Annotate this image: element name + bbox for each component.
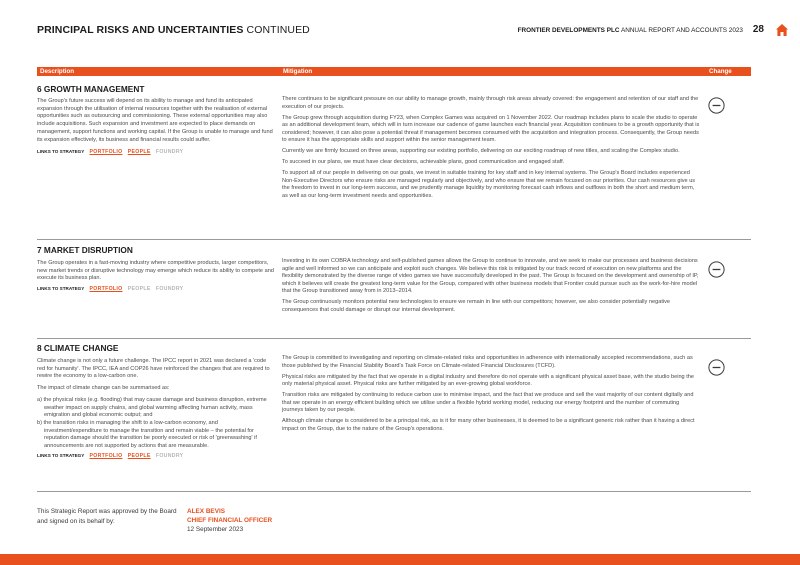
signatory [187, 507, 272, 534]
risk-description: Climate change is not only a future challenge. The IPCC report in 2021 was declared a 'code red for humanity'. The IPCC, IEA and COP26 have reinforced the changes that are required to rewire the economy to a low-carbon one. The impact of climate change can be summarised as: a) the physical risks (e.g. flooding) that may cause damage and business disruption, extreme weather impact on supply chains, and global warming affecting human activity, mass emigration and global economic output; and b) the transition risks in managing the shift to a low-carbon economy, and investment/expenditure to manage the transition and remain viable – the potential for reputation damage should the transition be poorly executed or risk of 'greenwashing' if announcements are not supported by actions that are measurable. LINKS TO STRATEGY PORTFOLIO PEOPLE FOUNDRY [37, 358, 274, 460]
tag-people[interactable]: PEOPLE [127, 149, 151, 156]
risk-description: The Group operates in a fast-moving industry where competitive products, larger competitors, new market trends or disruptive technology may emerge which reduce its ability to compete and execute its business plan. LINKS TO STRATEGY PORTFOLIO PEOPLE FOUNDRY [37, 260, 274, 293]
no-change-icon [708, 261, 725, 278]
risk-mitigation: There continues to be significant pressure on our ability to manage growth, mainly through risk areas already covered: the engagement and retention of our staff and the execution of our projects. The Group grew through acquisition during FY23, when Complex Games was acquired on 1 November 2022. Our roadmap includes plans to scale the studio to operate as an additional development team, which will in turn increase our cadence of game launches each financial year. Acquisition continues to be a growth opportunity that is considered; however, it can also pose a potential threat if management becomes consumed with the acquisition and integration process. Consequently, the Group needs to ensure it has the appropriate skills and support within the senior management team. Currently we are firmly focused on three areas, supporting our existing portfolio, delivering on our exciting roadmap of new titles, and scaling the Complex studio. To succeed in our plans, we must have clear decisions, achievable plans, good communication and engaged staff. To support all of our people in delivering on our goals, we invest in suitable training for key staff and in key internal systems. The Group's Board includes experienced Non-Executive Directors who ensure risks are managed regularly and objectively, and who ensure that we remain focused on our priorities. Our cash resources give us the freedom to invest in our long-term success, and we prudently manage liquidity by monitoring forecast cash inflows and outflows in both the short and medium term, as well as our long-term investment needs and opportunities. [282, 96, 700, 199]
tag-foundry: FOUNDRY [155, 149, 184, 156]
no-change-icon [708, 359, 725, 376]
tag-portfolio[interactable]: PORTFOLIO [89, 286, 123, 293]
signing-date: 12 September 2023 [187, 526, 244, 534]
column-mitigation: Mitigation [283, 68, 313, 75]
row-divider [37, 239, 751, 240]
row-divider [37, 338, 751, 339]
tag-people[interactable]: PEOPLE [127, 452, 151, 459]
page-title: PRINCIPAL RISKS AND UNCERTAINTIES CONTINUED [37, 24, 310, 36]
risk-title: 7 MARKET DISRUPTION [37, 245, 133, 255]
page-number: 28 [752, 24, 764, 35]
home-icon[interactable] [775, 23, 789, 37]
links-to-strategy: LINKS TO STRATEGY PORTFOLIO PEOPLE FOUNDRY [37, 286, 184, 293]
links-to-strategy: LINKS TO STRATEGY PORTFOLIO PEOPLE FOUNDRY [37, 149, 184, 156]
page-header [37, 24, 789, 38]
column-header-bar [37, 67, 751, 76]
tag-foundry: FOUNDRY [155, 452, 184, 459]
links-to-strategy: LINKS TO STRATEGY PORTFOLIO PEOPLE FOUNDRY [37, 452, 184, 459]
signatory-name: ALEX BEVIS [187, 508, 225, 515]
risk-description: The Group's future success will depend on its ability to manage and fund its anticipated expansion through the utilisation of internal resources together with the realisation of external opportunities such as outsourcing and commissioning. These external opportunities may also include acquisitions. Such expansion and investment are expected to place demands on management, support functions and working capital. If the Group is unable to manage and fund its expansion effectively, its business and financial results could suffer. LINKS TO STRATEGY PORTFOLIO PEOPLE FOUNDRY [37, 98, 273, 156]
no-change-icon [708, 97, 725, 114]
risk-title: 8 CLIMATE CHANGE [37, 343, 119, 353]
risk-title: 6 GROWTH MANAGEMENT [37, 84, 145, 94]
risk-market-disruption [37, 245, 751, 341]
column-description: Description [40, 68, 75, 75]
risk-mitigation: Investing in its own COBRA technology and self-published games allows the Group to continue to innovate, and we seek to make our processes and business decisions agile and well informed so we can anticipate and exploit such changes. We believe this risk is mitigated by our track record of execution on new platforms and the flexibility demonstrated by the diverse range of video games we have successfully developed in the past. The Group is focused on the development and ownership of IP, which it believes will create the greatest long-term value for the Group, compared with other business models that Frontier could pursue such as the work-for-hire model that the Group transitioned away from in 2013–2014. The Group continuously monitors potential new technologies to ensure we remain in line with our competitors; however, we also consider potentially negative consequences that could damage or disrupt our internal development. [282, 258, 699, 313]
tag-people: PEOPLE [127, 286, 151, 293]
risk-mitigation: The Group is committed to investigating and reporting on climate-related risks and opportunities in adherence with internationally accepted recommendations, such as those published by the Financial Stability Board's Task Force on Climate-related Financial Disclosures (TCFD). Physical risks are mitigated by the fact that we operate in a digital industry and therefore do not operate with a significant physical asset base, with the studio being the only material physical asset. Physical risks are further mitigated by an ever-growing global workforce. Transition risks are mitigated by continuing to reduce carbon use to minimise impact, and the fact that we produce and sell the vast majority of our content digitally and that we operate in an energy efficient building which we utilise under a flexible hybrid working model, reducing our energy footprint and the number of commuting journeys taken by our people. Although climate change is considered to be a principal risk, as is it for many other businesses, it is deemed to be a significant generic risk rather than it having a direct impact on the Group, due to the nature of the Group's operations. [282, 355, 695, 432]
signatory-role: CHIEF FINANCIAL OFFICER [187, 517, 273, 525]
row-divider [37, 491, 751, 492]
risk-climate-change [37, 343, 751, 493]
risk-growth-management [37, 84, 751, 244]
tag-foundry: FOUNDRY [155, 286, 184, 293]
footer-bar [0, 554, 800, 565]
report-name: FRONTIER DEVELOPMENTS PLC ANNUAL REPORT AND ACCOUNTS 2023 [517, 27, 743, 34]
approval-statement: This Strategic Report was approved by the Board and signed on its behalf by: [37, 508, 177, 525]
column-change: Change [709, 68, 732, 75]
tag-portfolio[interactable]: PORTFOLIO [89, 149, 123, 156]
tag-portfolio[interactable]: PORTFOLIO [89, 452, 123, 459]
